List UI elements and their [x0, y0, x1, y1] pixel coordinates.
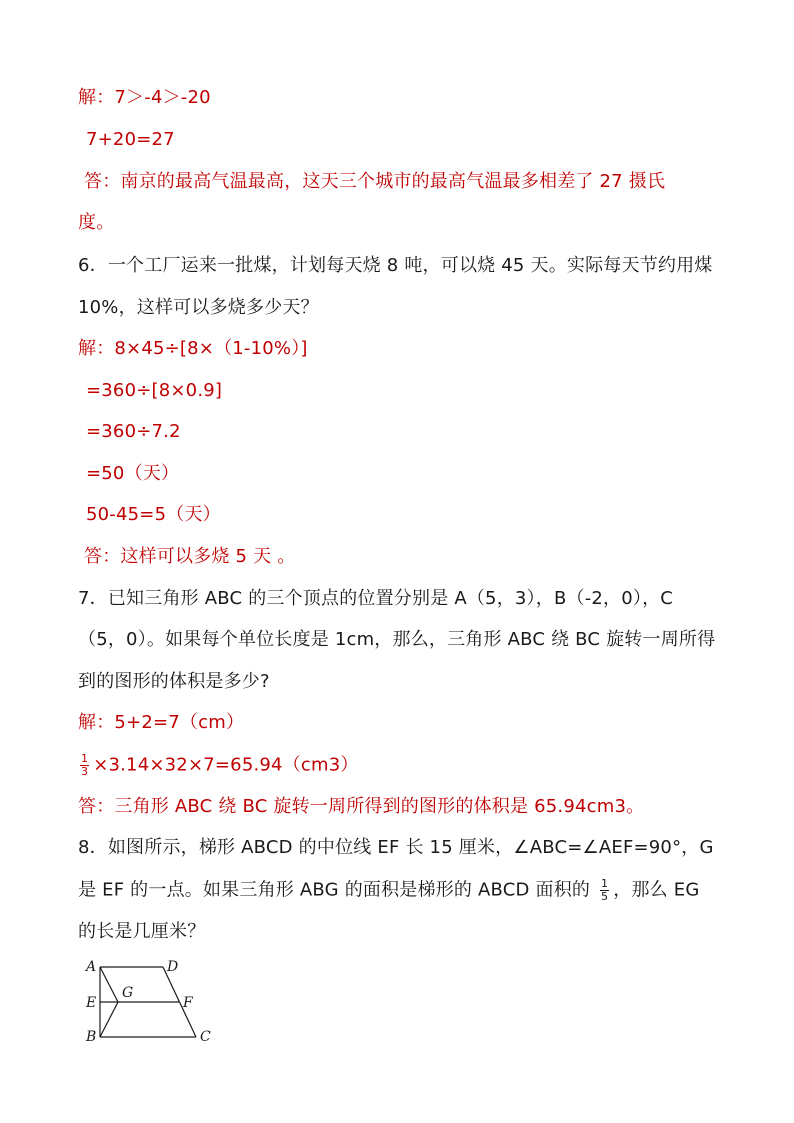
- label-g: G: [122, 985, 134, 1001]
- line-3: 答：南京的最高气温最高，这天三个城市的最高气温最多相差了 27 摄氏: [84, 171, 666, 192]
- line-18: 答：三角形 ABC 绕 BC 旋转一周所得到的图形的体积是 65.94cm3。: [78, 796, 645, 817]
- line-19: 8．如图所示，梯形 ABCD 的中位线 EF 长 15 厘米，∠ABC=∠AEF=90°，G: [78, 837, 714, 858]
- fraction-one-fifth: $\frac{1}{5}$: [601, 877, 609, 903]
- segment-ag: [100, 967, 118, 1002]
- line-9: =360÷7.2: [86, 421, 181, 442]
- line-4: 度。: [78, 212, 115, 233]
- label-b: B: [86, 1029, 97, 1045]
- line-17-text: ×3.14×32×7=65.94（cm3）: [93, 754, 359, 776]
- segment-bg: [100, 1002, 118, 1037]
- line-1: 解：7＞-4＞-20: [78, 87, 211, 108]
- line-11: 50-45=5（天）: [86, 504, 221, 525]
- label-a: A: [86, 959, 97, 975]
- fraction-one-third: $\frac{1}{3}$: [81, 752, 89, 778]
- label-d: D: [167, 959, 179, 975]
- line-20-text-a: 是 EF 的一点。如果三角形 ABG 的面积是梯形的 ABCD 面积的: [78, 879, 591, 901]
- line-17: [76, 753, 359, 778]
- line-6: 10%，这样可以多烧多少天？: [78, 297, 319, 318]
- line-21: 的长是几厘米？: [78, 921, 206, 942]
- line-15: 到的图形的体积是多少?: [78, 671, 270, 692]
- line-7: 解：8×45÷[8×（1-10%）]: [78, 338, 308, 359]
- line-20-text-b: ，那么 EG: [613, 879, 700, 901]
- label-e: E: [86, 995, 97, 1011]
- line-20: [78, 878, 700, 903]
- label-c: C: [200, 1029, 211, 1045]
- line-10: =50（天）: [86, 463, 180, 484]
- line-12: 答：这样可以多烧 5 天 。: [84, 546, 296, 567]
- label-f: F: [183, 995, 193, 1011]
- line-13: 7．已知三角形 ABC 的三个顶点的位置分别是 A（5，3），B（-2，0），C: [78, 588, 674, 609]
- line-8: =360÷[8×0.9]: [86, 380, 223, 401]
- line-2: 7+20=27: [86, 129, 175, 150]
- trapezoid-figure: [78, 955, 228, 1050]
- line-14: （5，0）。如果每个单位长度是 1cm，那么，三角形 ABC 绕 BC 旋转一周所得: [78, 629, 716, 650]
- line-16: 解：5+2=7（cm）: [78, 712, 245, 733]
- line-5: 6．一个工厂运来一批煤，计划每天烧 8 吨，可以烧 45 天。实际每天节约用煤: [78, 255, 713, 276]
